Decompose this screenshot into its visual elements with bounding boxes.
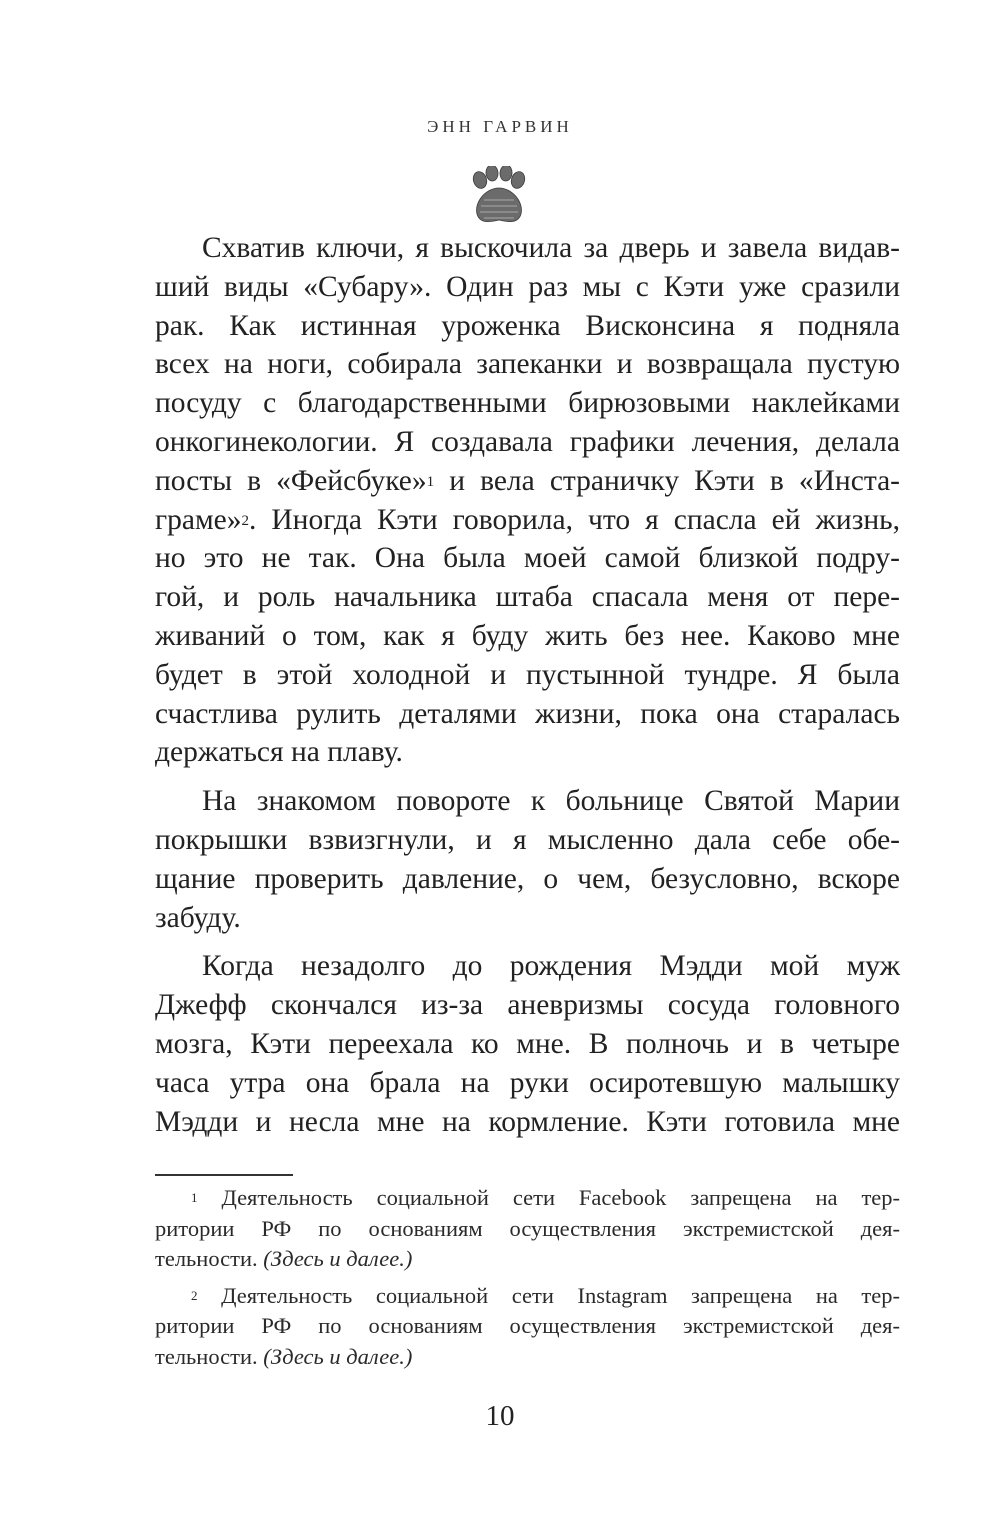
text-line: мозга, Кэти переехала ко мне. В полночь и в четыре xyxy=(155,1027,900,1060)
text-line: но это не так. Она была моей самой близкой подру- xyxy=(155,542,900,575)
text-line: щание проверить давление, о чем, безусловно, вскоре xyxy=(155,862,900,895)
footnote-line: $^1$ Деятельность социальной сети Facebook запрещена на тер- xyxy=(191,1185,901,1210)
paw-print-icon xyxy=(466,166,532,230)
text-line: покрышки взвизгнули, и я мысленно дала себе обе- xyxy=(155,823,900,856)
footnote-ref: 1 xyxy=(426,473,435,490)
footnote xyxy=(155,1183,900,1275)
text-line: держаться на плаву. xyxy=(155,736,403,769)
text-line: онкогинекологии. Я создавала графики лечения, делала xyxy=(155,425,900,458)
footnote-divider xyxy=(155,1174,293,1176)
text-line: ший виды «Субару». Один раз мы с Кэти уже сразили xyxy=(155,270,900,303)
text-line: Схватив ключи, я выскочила за дверь и завела видав- xyxy=(202,232,900,264)
text-line: посты в «Фейсбуке»$^1$ и вела страничку Кэти в «Инста- xyxy=(155,464,900,497)
text-line: всех на ноги, собирала запеканки и возвращала пустую xyxy=(155,348,900,381)
text-line: гой, и роль начальника штаба спасала меня от пере- xyxy=(155,581,900,614)
text-line: будет в этой холодной и пустынной тундре. Я была xyxy=(155,658,900,691)
text-line: живаний о том, как я буду жить без нее. Каково мне xyxy=(155,619,900,652)
footnote-line: ритории РФ по основаниям осуществления экстремистской дея- xyxy=(155,1313,900,1338)
footnote-line: $^2$ Деятельность социальной сети Instagram запрещена на тер- xyxy=(191,1282,900,1308)
paragraph xyxy=(155,947,900,1141)
footnote-line: тельности. (Здесь и далее.) xyxy=(155,1246,413,1271)
footnote-line: ритории РФ по основаниям осуществления экстремистской дея- xyxy=(155,1215,900,1241)
running-head: ЭНН ГАРВИН xyxy=(427,117,573,136)
footnote xyxy=(155,1281,900,1373)
text-line: граме»$^2$. Иногда Кэти говорила, что я спасла ей жизнь, xyxy=(155,503,900,536)
text-line: счастлива рулить деталями жизни, пока она старалась xyxy=(155,697,900,730)
paragraph xyxy=(155,229,900,772)
text-line: часа утра она брала на руки осиротевшую малышку xyxy=(155,1066,900,1099)
text-line: Когда незадолго до рождения Мэдди мой муж xyxy=(202,950,900,983)
text-line: рак. Как истинная уроженка Висконсина я подняла xyxy=(155,309,900,342)
body-text xyxy=(155,229,900,1141)
text-line: На знакомом повороте к больнице Святой Марии xyxy=(202,785,900,818)
text-line: забуду. xyxy=(155,901,241,934)
text-line: Джефф скончался из-за аневризмы сосуда головного xyxy=(155,989,900,1022)
text-line: Мэдди и несла мне на кормление. Кэти готовила мне xyxy=(155,1105,900,1138)
footnote-line: тельности. (Здесь и далее.) xyxy=(155,1343,413,1369)
text-line: посуду с благодарственными бирюзовыми наклейками xyxy=(155,387,900,420)
paragraph xyxy=(155,782,900,937)
footnote-ref: 2 xyxy=(241,512,249,529)
footnotes xyxy=(155,1183,900,1372)
page-number: 10 xyxy=(485,1400,515,1432)
footnote-marker: 2 xyxy=(191,1287,198,1303)
footnote-marker: 1 xyxy=(191,1190,198,1205)
